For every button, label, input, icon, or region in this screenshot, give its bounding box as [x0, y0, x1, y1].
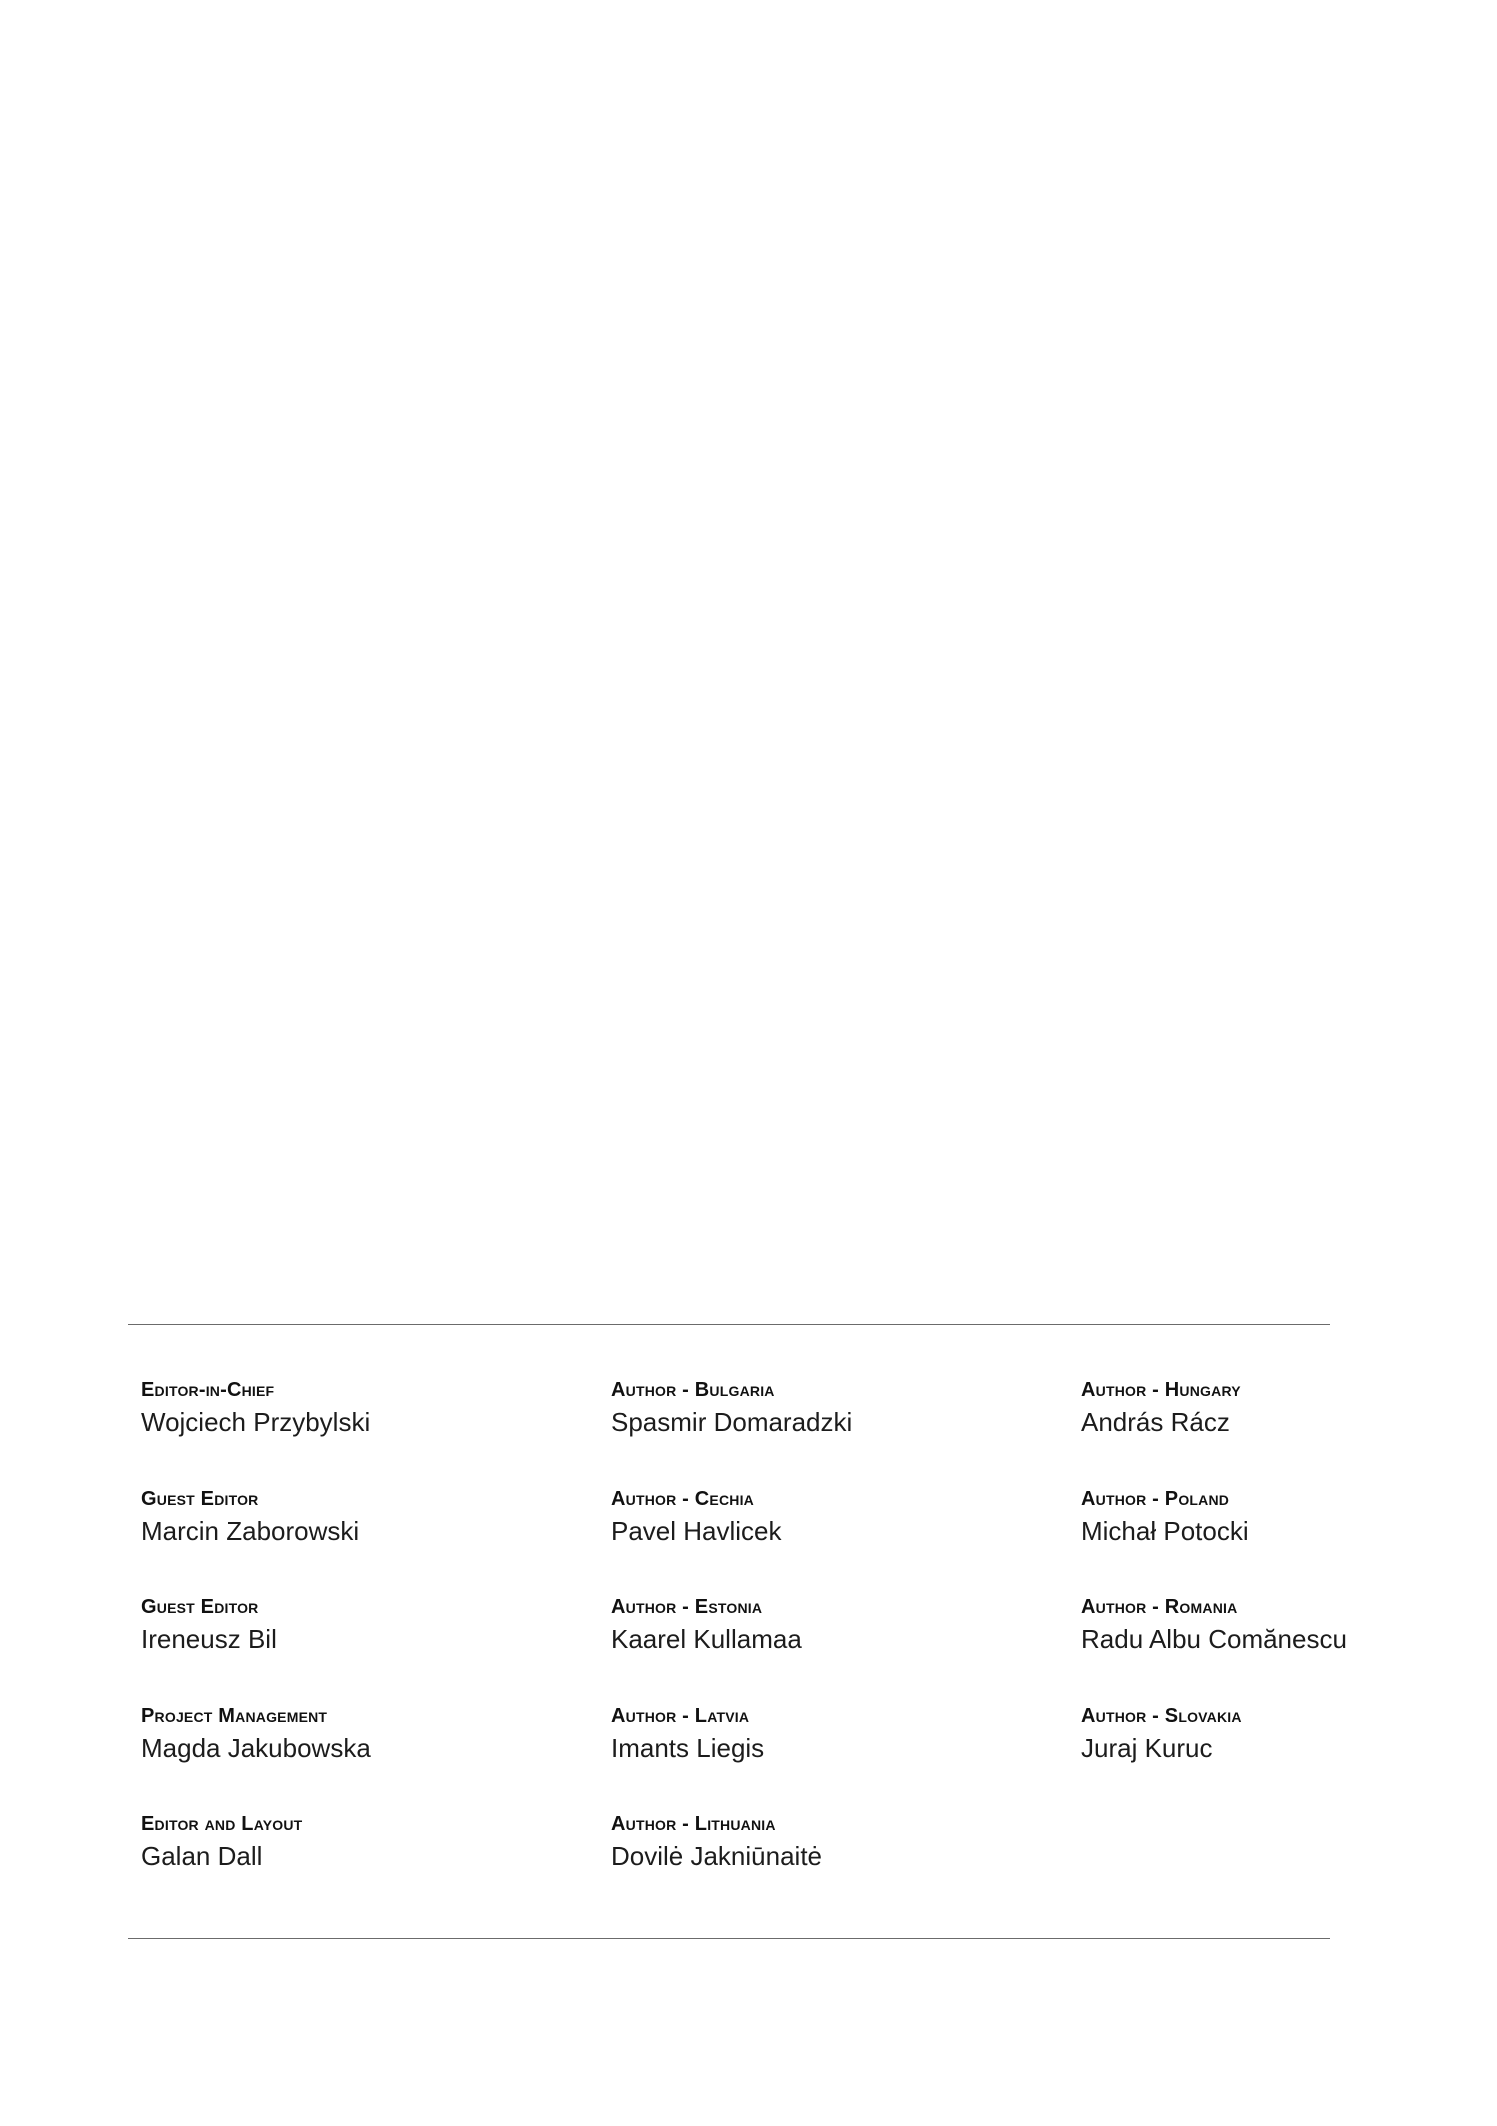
person-name: Kaarel Kullamaa: [611, 1624, 802, 1654]
credits-column-2: [611, 1377, 1041, 1920]
role-label: Author - Hungary: [1081, 1379, 1241, 1401]
credits-column-1: [141, 1377, 571, 1920]
role-label: Guest Editor: [141, 1596, 259, 1618]
person-name: Imants Liegis: [611, 1732, 765, 1763]
credit-entry-guest-editor-2: [141, 1594, 571, 1703]
credit-entry-editor-and-layout: [141, 1811, 571, 1920]
person-name: Juraj Kuruc: [1081, 1732, 1213, 1763]
role-label: Guest Editor: [141, 1487, 259, 1510]
person-name: Ireneusz Bil: [141, 1624, 277, 1654]
credit-entry-editor-in-chief: [141, 1377, 571, 1486]
credit-entry-author-cechia: [611, 1486, 1041, 1595]
role-label: Author - Poland: [1081, 1487, 1230, 1510]
bottom-divider: [128, 1938, 1330, 1939]
person-name: Galan Dall: [141, 1841, 263, 1871]
credit-entry-author-estonia: [611, 1594, 1041, 1703]
role-label: Author - Slovakia: [1081, 1704, 1242, 1727]
credit-entry-guest-editor-1: [141, 1486, 571, 1595]
person-name: Pavel Havlicek: [611, 1515, 782, 1546]
credit-entry-author-bulgaria: [611, 1377, 1041, 1486]
role-label: Editor-in-Chief: [141, 1379, 275, 1401]
credit-entry-author-romania: [1081, 1594, 1497, 1703]
person-name: Marcin Zaborowski: [141, 1515, 360, 1546]
credit-entry-author-latvia: [611, 1703, 1041, 1812]
person-name: Michał Potocki: [1081, 1515, 1249, 1546]
role-label: Author - Cechia: [611, 1487, 754, 1510]
person-name: Dovilė Jakniūnaitė: [611, 1841, 823, 1871]
person-name: Wojciech Przybylski: [141, 1407, 371, 1437]
credit-entry-author-slovakia: [1081, 1703, 1497, 1812]
role-label: Project Management: [141, 1704, 328, 1727]
role-label: Author - Lithuania: [611, 1813, 776, 1835]
credit-entry-project-management: [141, 1703, 571, 1812]
credits-column-3: [1081, 1377, 1497, 1811]
person-name: Radu Albu Comănescu: [1081, 1624, 1347, 1654]
credit-entry-author-lithuania: [611, 1811, 1041, 1920]
role-label: Author - Latvia: [611, 1704, 750, 1727]
role-label: Editor and Layout: [141, 1813, 303, 1835]
credits-block: [141, 1377, 1371, 1877]
role-label: Author - Romania: [1081, 1596, 1238, 1618]
person-name: Spasmir Domaradzki: [611, 1407, 853, 1437]
top-divider: [128, 1324, 1330, 1325]
credit-entry-author-hungary: [1081, 1377, 1497, 1486]
person-name: Magda Jakubowska: [141, 1732, 371, 1763]
role-label: Author - Bulgaria: [611, 1379, 775, 1401]
person-name: András Rácz: [1081, 1407, 1230, 1437]
credit-entry-author-poland: [1081, 1486, 1497, 1595]
role-label: Author - Estonia: [611, 1596, 763, 1618]
